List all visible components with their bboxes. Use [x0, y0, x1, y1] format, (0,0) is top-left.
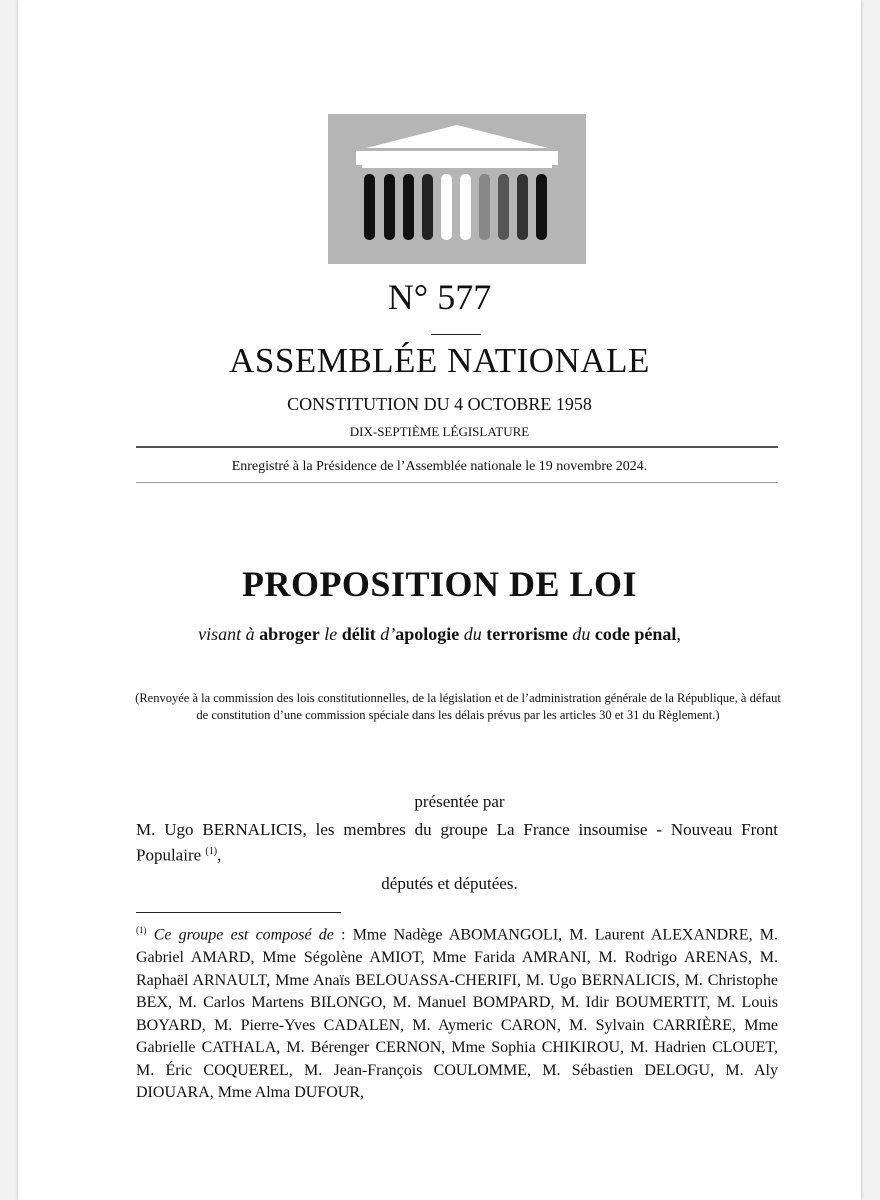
- title-dash: [431, 334, 481, 335]
- footnote-ref: (1): [205, 846, 218, 857]
- assemblee-nationale-logo: [328, 114, 586, 264]
- document-subtitle: visant à abroger le délit d’apologie du terrorisme du code pénal,: [198, 624, 681, 644]
- footnote-marker: (1): [136, 925, 147, 935]
- footnote-rule: [136, 912, 341, 913]
- presented-by: présentée par: [414, 792, 505, 811]
- authors: M. Ugo BERNALICIS, les membres du groupe La France insoumise - Nouveau Front Populaire $^{(1)}$,: [136, 820, 778, 865]
- document-number: N° 577: [387, 277, 492, 317]
- registration-rule: [136, 482, 778, 483]
- registration-line: Enregistré à la Présidence de l’Assemblée nationale le 19 novembre 2024.: [231, 459, 648, 474]
- referral-note: (Renvoyée à la commission des lois constitutionnelles, de la législation et de l’administration générale de la République, à défaut de constitution d’une commission spéciale dans les délais prévus par les articles 30 et 31 du Règlement.): [135, 691, 781, 722]
- document-page: [18, 0, 861, 1200]
- footnote-members: : Mme Nadège ABOMANGOLI, M. Laurent ALEXANDRE, M. Gabriel AMARD, Mme Ségolène AMIOT, Mme Farida AMRANI, M. Rodrigo ARENAS, M. Raphaël ARNAULT, Mme Anaïs BELOUASSA-CHERIFI, M. Ugo BERNALICIS, M. Christophe BEX, M. Carlos Martens BILONGO, M. Manuel BOMPARD, M. Idir BOUMERTIT, M. Louis BOYARD, M. Pierre-Yves CADALEN, M. Aymeric CARON, M. Sylvain CARRIÈRE, Mme Gabrielle CATHALA, M. Bérenger CERNON, Mme Sophia CHIKIROU, M. Hadrien CLOUET, M. Éric COQUEREL, M. Jean-François COULOMME, M. Sébastien DELOGU, M. Aly DIOUARA, Mme Alma DUFOUR,: [136, 926, 779, 1102]
- footnote-intro: Ce groupe est composé de: [153, 926, 334, 944]
- header-rule: [136, 446, 778, 448]
- constitution-line: CONSTITUTION DU 4 OCTOBRE 1958: [287, 394, 592, 414]
- document-title: PROPOSITION DE LOI: [241, 564, 638, 604]
- deputies-line: députés et députées.: [381, 874, 518, 893]
- footnote: [136, 919, 778, 1105]
- legislature-line: DIX-SEPTIÈME LÉGISLATURE: [349, 424, 530, 439]
- chamber-name: ASSEMBLÉE NATIONALE: [229, 341, 650, 380]
